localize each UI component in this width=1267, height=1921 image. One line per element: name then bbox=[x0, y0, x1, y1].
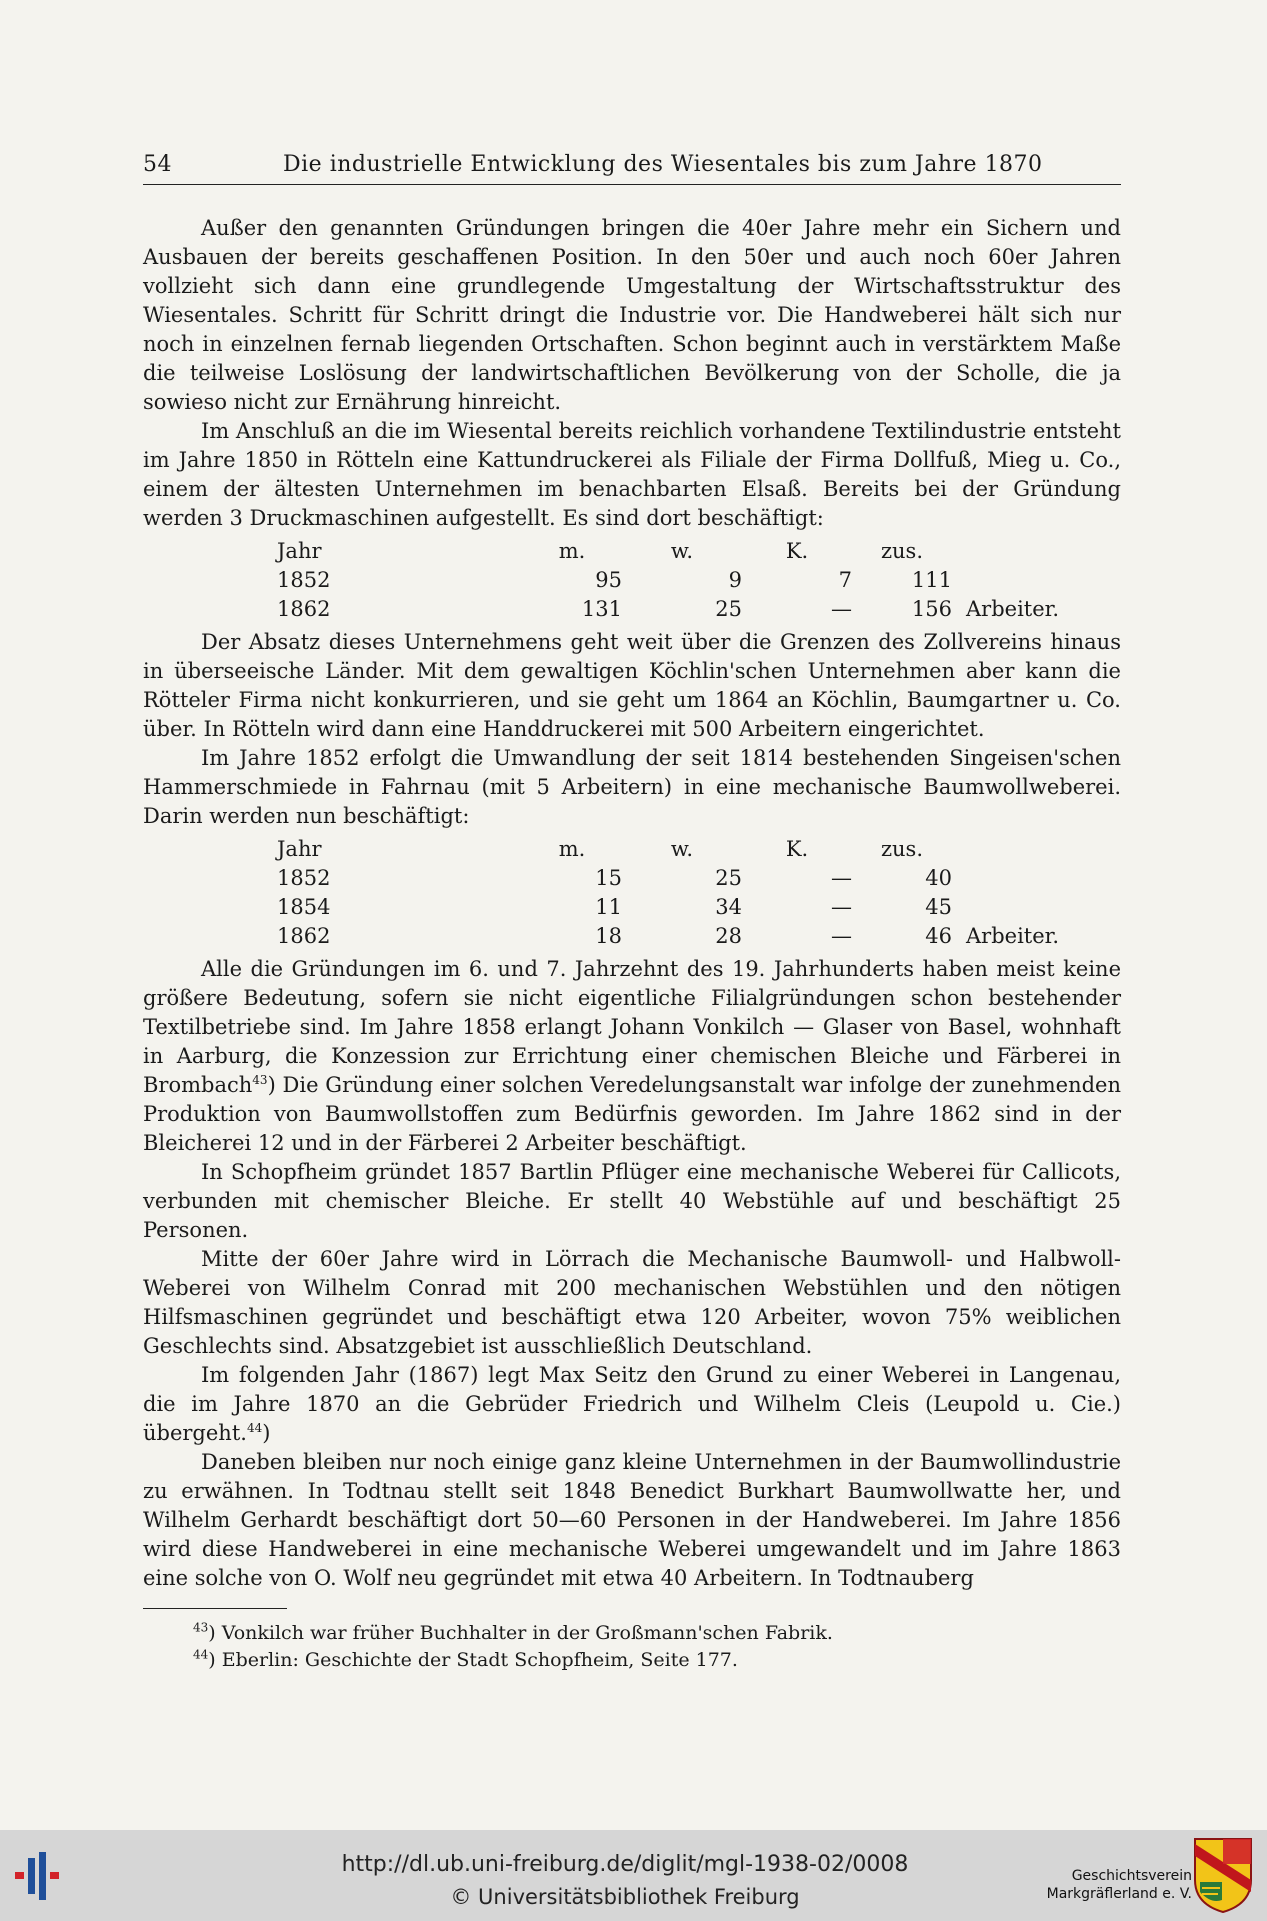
body-text bbox=[143, 214, 1121, 1593]
paragraph bbox=[143, 1361, 1121, 1448]
table-cell: Jahr bbox=[277, 539, 322, 563]
table-cell: w. bbox=[670, 539, 694, 563]
table-row bbox=[277, 893, 1076, 922]
table-cell: — bbox=[831, 895, 852, 919]
ub-freiburg-logo[interactable] bbox=[6, 1850, 78, 1902]
table-row bbox=[277, 595, 1076, 624]
table-cell: 131 bbox=[581, 597, 622, 621]
footnote-ref-43: 43 bbox=[252, 1073, 268, 1087]
permalink-url[interactable]: http://dl.ub.uni-freiburg.de/diglit/mgl-1938-02/0008 bbox=[341, 1852, 909, 1877]
paragraph: Daneben bleiben nur noch einige ganz kleine Unternehmen in der Baumwollindustrie zu erwähnen. In Todtnau stellt seit 1848 Benedict Burkhart Baumwollwatte her, und Wilhelm Gerhardt beschäftigt dort 50—60 Personen in der Handweberei. Im Jahre 1856 wird diese Handweberei in eine mechanische Weberei umgewandelt und im Jahre 1863 eine solche von O. Wolf neu gegründet mit etwa 40 Arbeitern. In Todtnauberg bbox=[143, 1450, 1121, 1590]
table-cell: 45 bbox=[925, 895, 952, 919]
table-cell: 1862 bbox=[277, 597, 331, 621]
table-cell: 40 bbox=[925, 866, 952, 890]
table-cell bbox=[952, 893, 1076, 922]
table-header-row bbox=[277, 537, 1076, 566]
paragraph bbox=[143, 955, 1121, 1158]
footnote-text: ) Eberlin: Geschichte der Stadt Schopfheim, Seite 177. bbox=[208, 1649, 738, 1671]
footnote-44 bbox=[193, 1647, 1093, 1674]
paragraph-text: Im folgenden Jahr (1867) legt Max Seitz den Grund zu einer Weberei in Langenau, die im Jahre 1870 an die Gebrüder Friedrich und Wilhelm Cleis (Leupold u. Cie.) übergeht. bbox=[143, 1363, 1121, 1445]
table-cell: K. bbox=[785, 539, 809, 563]
table-cell: 95 bbox=[595, 568, 622, 592]
table-cell: 15 bbox=[595, 866, 622, 890]
table-header-row bbox=[277, 835, 1076, 864]
table-cell: 46 bbox=[925, 924, 952, 948]
society-line: Markgräflerland e. V. bbox=[1046, 1886, 1192, 1902]
copyright-notice: © Universitätsbibliothek Freiburg bbox=[450, 1885, 800, 1909]
running-title: Die industrielle Entwicklung des Wiesentales bis zum Jahre 1870 bbox=[283, 152, 1043, 177]
markgraeflerland-crest-icon bbox=[1192, 1836, 1254, 1914]
footnote-43 bbox=[193, 1620, 1093, 1647]
society-line: Geschichtsverein bbox=[1071, 1868, 1192, 1884]
table-cell: 34 bbox=[715, 895, 742, 919]
society-name bbox=[1002, 1867, 1192, 1903]
footnote-number: 43 bbox=[193, 1620, 209, 1635]
table-cell: w. bbox=[670, 837, 694, 861]
paragraph-text: Alle die Gründungen im 6. und 7. Jahrzehnt des 19. Jahrhunderts haben meist keine größere Bedeutung, sofern sie nicht eigentliche Filialgründungen schon bestehender Textilbetriebe sind. Im Jahre 1858 erlangt Johann Vonkilch — Glaser von Basel, wohnhaft in Aarburg, die Konzession zur Errichtung einer chemischen Bleiche und Färberei in Brombach bbox=[143, 957, 1121, 1097]
table-cell bbox=[952, 566, 1076, 595]
table-cell: K. bbox=[785, 837, 809, 861]
table-cell: zus. bbox=[880, 539, 924, 563]
viewer-footer bbox=[0, 1830, 1267, 1921]
table-cell: 1852 bbox=[277, 568, 331, 592]
table-cell bbox=[952, 864, 1076, 893]
paragraph: Der Absatz dieses Unternehmens geht weit über die Grenzen des Zollvereins hinaus in überseeische Länder. Mit dem gewaltigen Köchlin'schen Unternehmen aber kann die Rötteler Firma nicht konkurrieren, und sie geht um 1864 an Köchlin, Baumgartner u. Co. über. In Rötteln wird dann eine Handdruckerei mit 500 Arbeitern eingerichtet. bbox=[143, 630, 1121, 741]
paragraph: Mitte der 60er Jahre wird in Lörrach die Mechanische Baumwoll- und Halbwoll-Weberei von Wilhelm Conrad mit 200 mechanischen Webstühlen und den nötigen Hilfsmaschinen gegründet und beschäftigt etwa 120 Arbeiter, wovon 75% weiblichen Geschlechts sind. Absatzgebiet ist ausschließlich Deutschland. bbox=[143, 1247, 1121, 1358]
paragraph-text: ) Die Gründung einer solchen Veredelungsanstalt war infolge der zunehmenden Produktion von Baumwollstoffen zum Bedürfnis geworden. Im Jahre 1862 sind in der Bleicherei 12 und in der Färberei 2 Arbeiter beschäftigt. bbox=[143, 1073, 1121, 1155]
footnote-divider bbox=[143, 1608, 287, 1609]
footnote-number: 44 bbox=[193, 1647, 209, 1662]
table-cell: m. bbox=[558, 837, 586, 861]
table-row bbox=[277, 864, 1076, 893]
footnote-ref-44: 44 bbox=[246, 1421, 263, 1435]
table-cell: — bbox=[831, 597, 852, 621]
footnote-text: ) Vonkilch war früher Buchhalter in der Großmann'schen Fabrik. bbox=[208, 1622, 833, 1644]
table-cell: — bbox=[831, 924, 852, 948]
table-cell bbox=[952, 835, 1076, 864]
table-cell: m. bbox=[558, 539, 586, 563]
table-cell: 156 bbox=[911, 597, 952, 621]
table-cell: 111 bbox=[911, 568, 952, 592]
paragraph: Im Anschluß an die im Wiesental bereits reichlich vorhandene Textilindustrie entsteht im Jahre 1850 in Rötteln eine Kattundruckerei als Filiale der Firma Dollfuß, Mieg u. Co., einem der ältesten Unternehmen im benachbarten Elsaß. Bereits bei der Gründung werden 3 Druckmaschinen aufgestellt. Es sind dort beschäftigt: bbox=[143, 419, 1121, 530]
table-row bbox=[277, 566, 1076, 595]
table-cell: Jahr bbox=[277, 837, 322, 861]
table-cell: — bbox=[831, 866, 852, 890]
table-cell: Arbeiter. bbox=[966, 597, 1060, 621]
table-cell: 9 bbox=[728, 568, 742, 592]
table-cell: Arbeiter. bbox=[966, 924, 1060, 948]
table-cell: 1852 bbox=[277, 866, 331, 890]
employment-table-roetteln bbox=[277, 537, 1076, 624]
table-cell: zus. bbox=[880, 837, 924, 861]
employment-table-fahrnau bbox=[277, 835, 1076, 951]
footnotes bbox=[193, 1620, 1093, 1674]
table-cell: 28 bbox=[715, 924, 742, 948]
paragraph-text: ) bbox=[262, 1421, 271, 1445]
table-cell: 25 bbox=[715, 866, 742, 890]
table-row bbox=[277, 922, 1076, 951]
table-cell: 1854 bbox=[277, 895, 331, 919]
table-cell: 11 bbox=[595, 895, 622, 919]
table-cell: 1862 bbox=[277, 924, 331, 948]
table-cell bbox=[952, 537, 1076, 566]
paragraph: Im Jahre 1852 erfolgt die Umwandlung der seit 1814 bestehenden Singeisen'schen Hammerschmiede in Fahrnau (mit 5 Arbeitern) in eine mechanische Baumwollweberei. Darin werden nun beschäftigt: bbox=[143, 746, 1121, 828]
table-cell: 7 bbox=[838, 568, 852, 592]
paragraph: Außer den genannten Gründungen bringen die 40er Jahre mehr ein Sichern und Ausbauen der bereits geschaffenen Position. In den 50er und auch noch 60er Jahren vollzieht sich dann eine grundlegende Umgestaltung der Wirtschaftsstruktur des Wiesentales. Schritt für Schritt dringt die Industrie vor. Die Handweberei hält sich nur noch in einzelnen fernab liegenden Ortschaften. Schon beginnt auch in verstärktem Maße die teilweise Loslösung der landwirtschaftlichen Bevölkerung von der Scholle, die ja sowieso nicht zur Ernährung hinreicht. bbox=[143, 216, 1121, 414]
running-header bbox=[143, 150, 1121, 185]
table-cell: 18 bbox=[595, 924, 622, 948]
page-number: 54 bbox=[143, 152, 172, 177]
table-cell: 25 bbox=[715, 597, 742, 621]
paragraph: In Schopfheim gründet 1857 Bartlin Pflüger eine mechanische Weberei für Callicots, verbunden mit chemischer Bleiche. Er stellt 40 Webstühle auf und beschäftigt 25 Personen. bbox=[143, 1160, 1121, 1242]
